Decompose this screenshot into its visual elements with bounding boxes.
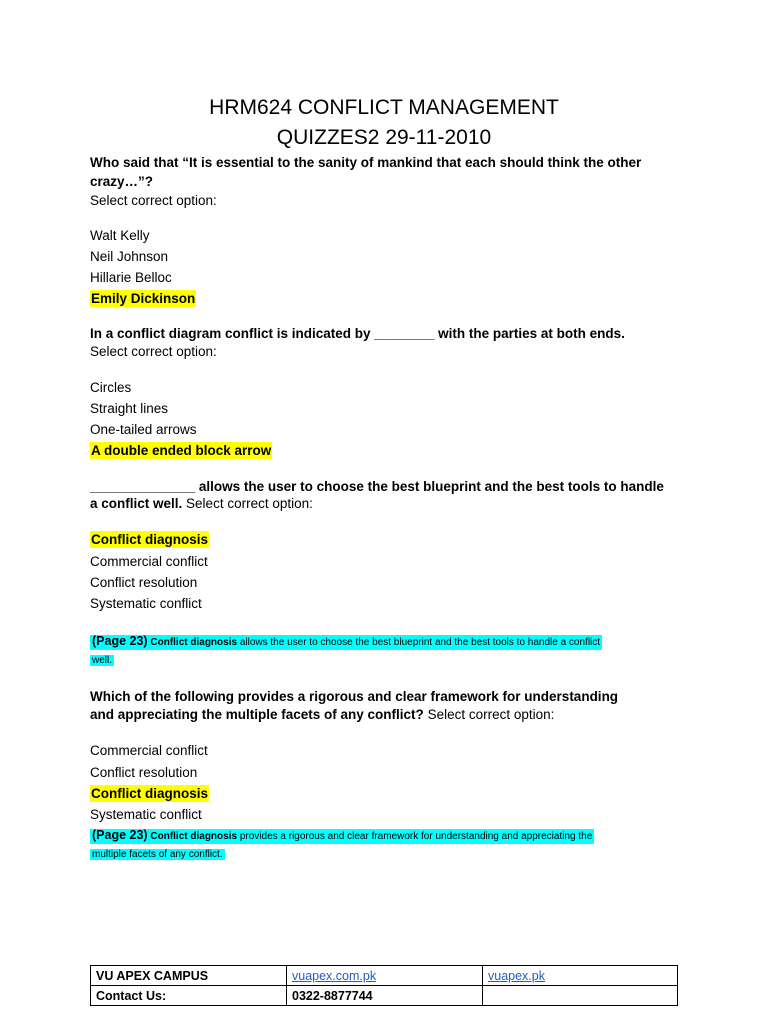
reference-text: allows the user to choose the best blueprint and the best tools to handle a conflict bbox=[239, 637, 601, 648]
table-row bbox=[91, 986, 678, 1006]
question-2-correct-answer: A double ended block arrow bbox=[91, 443, 272, 458]
reference-text-cont: well. bbox=[92, 655, 113, 666]
campus-name: VU APEX CAMPUS bbox=[91, 966, 287, 986]
page-reference: (Page 23) bbox=[92, 828, 148, 842]
question-3-reference-note bbox=[90, 632, 675, 670]
question-4-prompt: Select correct option: bbox=[427, 707, 555, 722]
page-reference: (Page 23) bbox=[92, 634, 148, 648]
question-2-option-3: One-tailed arrows bbox=[90, 422, 197, 437]
question-3-prompt: Select correct option: bbox=[186, 496, 313, 511]
question-1-text-cont: crazy…”? bbox=[90, 174, 154, 189]
question-1-option-1: Walt Kelly bbox=[90, 228, 150, 243]
question-3-text-cont: a conflict well. bbox=[90, 496, 183, 511]
question-4-text: Which of the following provides a rigorous and clear framework for understanding bbox=[90, 689, 619, 704]
question-3-text: ______________ allows the user to choose the best blueprint and the best tools to handle bbox=[90, 479, 664, 494]
question-3-option-2: Commercial conflict bbox=[90, 554, 208, 569]
reference-term: Conflict diagnosis bbox=[150, 637, 238, 648]
question-1-option-2: Neil Johnson bbox=[90, 249, 169, 264]
question-2-text: In a conflict diagram conflict is indicated by ________ with the parties at both ends. bbox=[90, 326, 625, 341]
question-1-prompt: Select correct option: bbox=[90, 193, 217, 208]
question-3-correct-answer: Conflict diagnosis bbox=[91, 532, 209, 547]
footer-contact-table bbox=[90, 965, 678, 1006]
document-subtitle: QUIZZES2 29-11-2010 bbox=[276, 126, 492, 149]
website-link-pk[interactable]: vuapex.pk bbox=[488, 968, 545, 983]
question-1-correct-answer: Emily Dickinson bbox=[91, 291, 196, 306]
question-4-text-cont: and appreciating the multiple facets of any conflict? bbox=[90, 707, 424, 722]
reference-text: provides a rigorous and clear framework for understanding and appreciating the bbox=[239, 831, 593, 842]
question-4-option-4: Systematic conflict bbox=[90, 807, 202, 822]
question-4-reference-note bbox=[90, 826, 650, 864]
question-3-option-4: Systematic conflict bbox=[90, 596, 202, 611]
question-4-correct-answer: Conflict diagnosis bbox=[91, 786, 209, 801]
question-2-option-2: Straight lines bbox=[90, 401, 169, 416]
question-4-option-2: Conflict resolution bbox=[90, 765, 198, 780]
reference-text-cont: multiple facets of any conflict. bbox=[92, 849, 223, 860]
question-3-option-3: Conflict resolution bbox=[90, 575, 198, 590]
website-link-com-pk[interactable]: vuapex.com.pk bbox=[292, 968, 377, 983]
table-row bbox=[91, 966, 678, 986]
contact-phone: 0322-8877744 bbox=[287, 986, 483, 1006]
document-title: HRM624 CONFLICT MANAGEMENT bbox=[209, 96, 559, 119]
reference-term: Conflict diagnosis bbox=[150, 831, 238, 842]
question-2-option-1: Circles bbox=[90, 380, 132, 395]
question-1-option-3: Hillarie Belloc bbox=[90, 270, 172, 285]
question-2-prompt: Select correct option: bbox=[90, 344, 217, 359]
question-4-option-1: Commercial conflict bbox=[90, 743, 208, 758]
contact-label: Contact Us: bbox=[91, 986, 287, 1006]
question-1-text: Who said that “It is essential to the sanity of mankind that each should think the other bbox=[90, 155, 642, 170]
empty-cell bbox=[483, 986, 678, 1006]
